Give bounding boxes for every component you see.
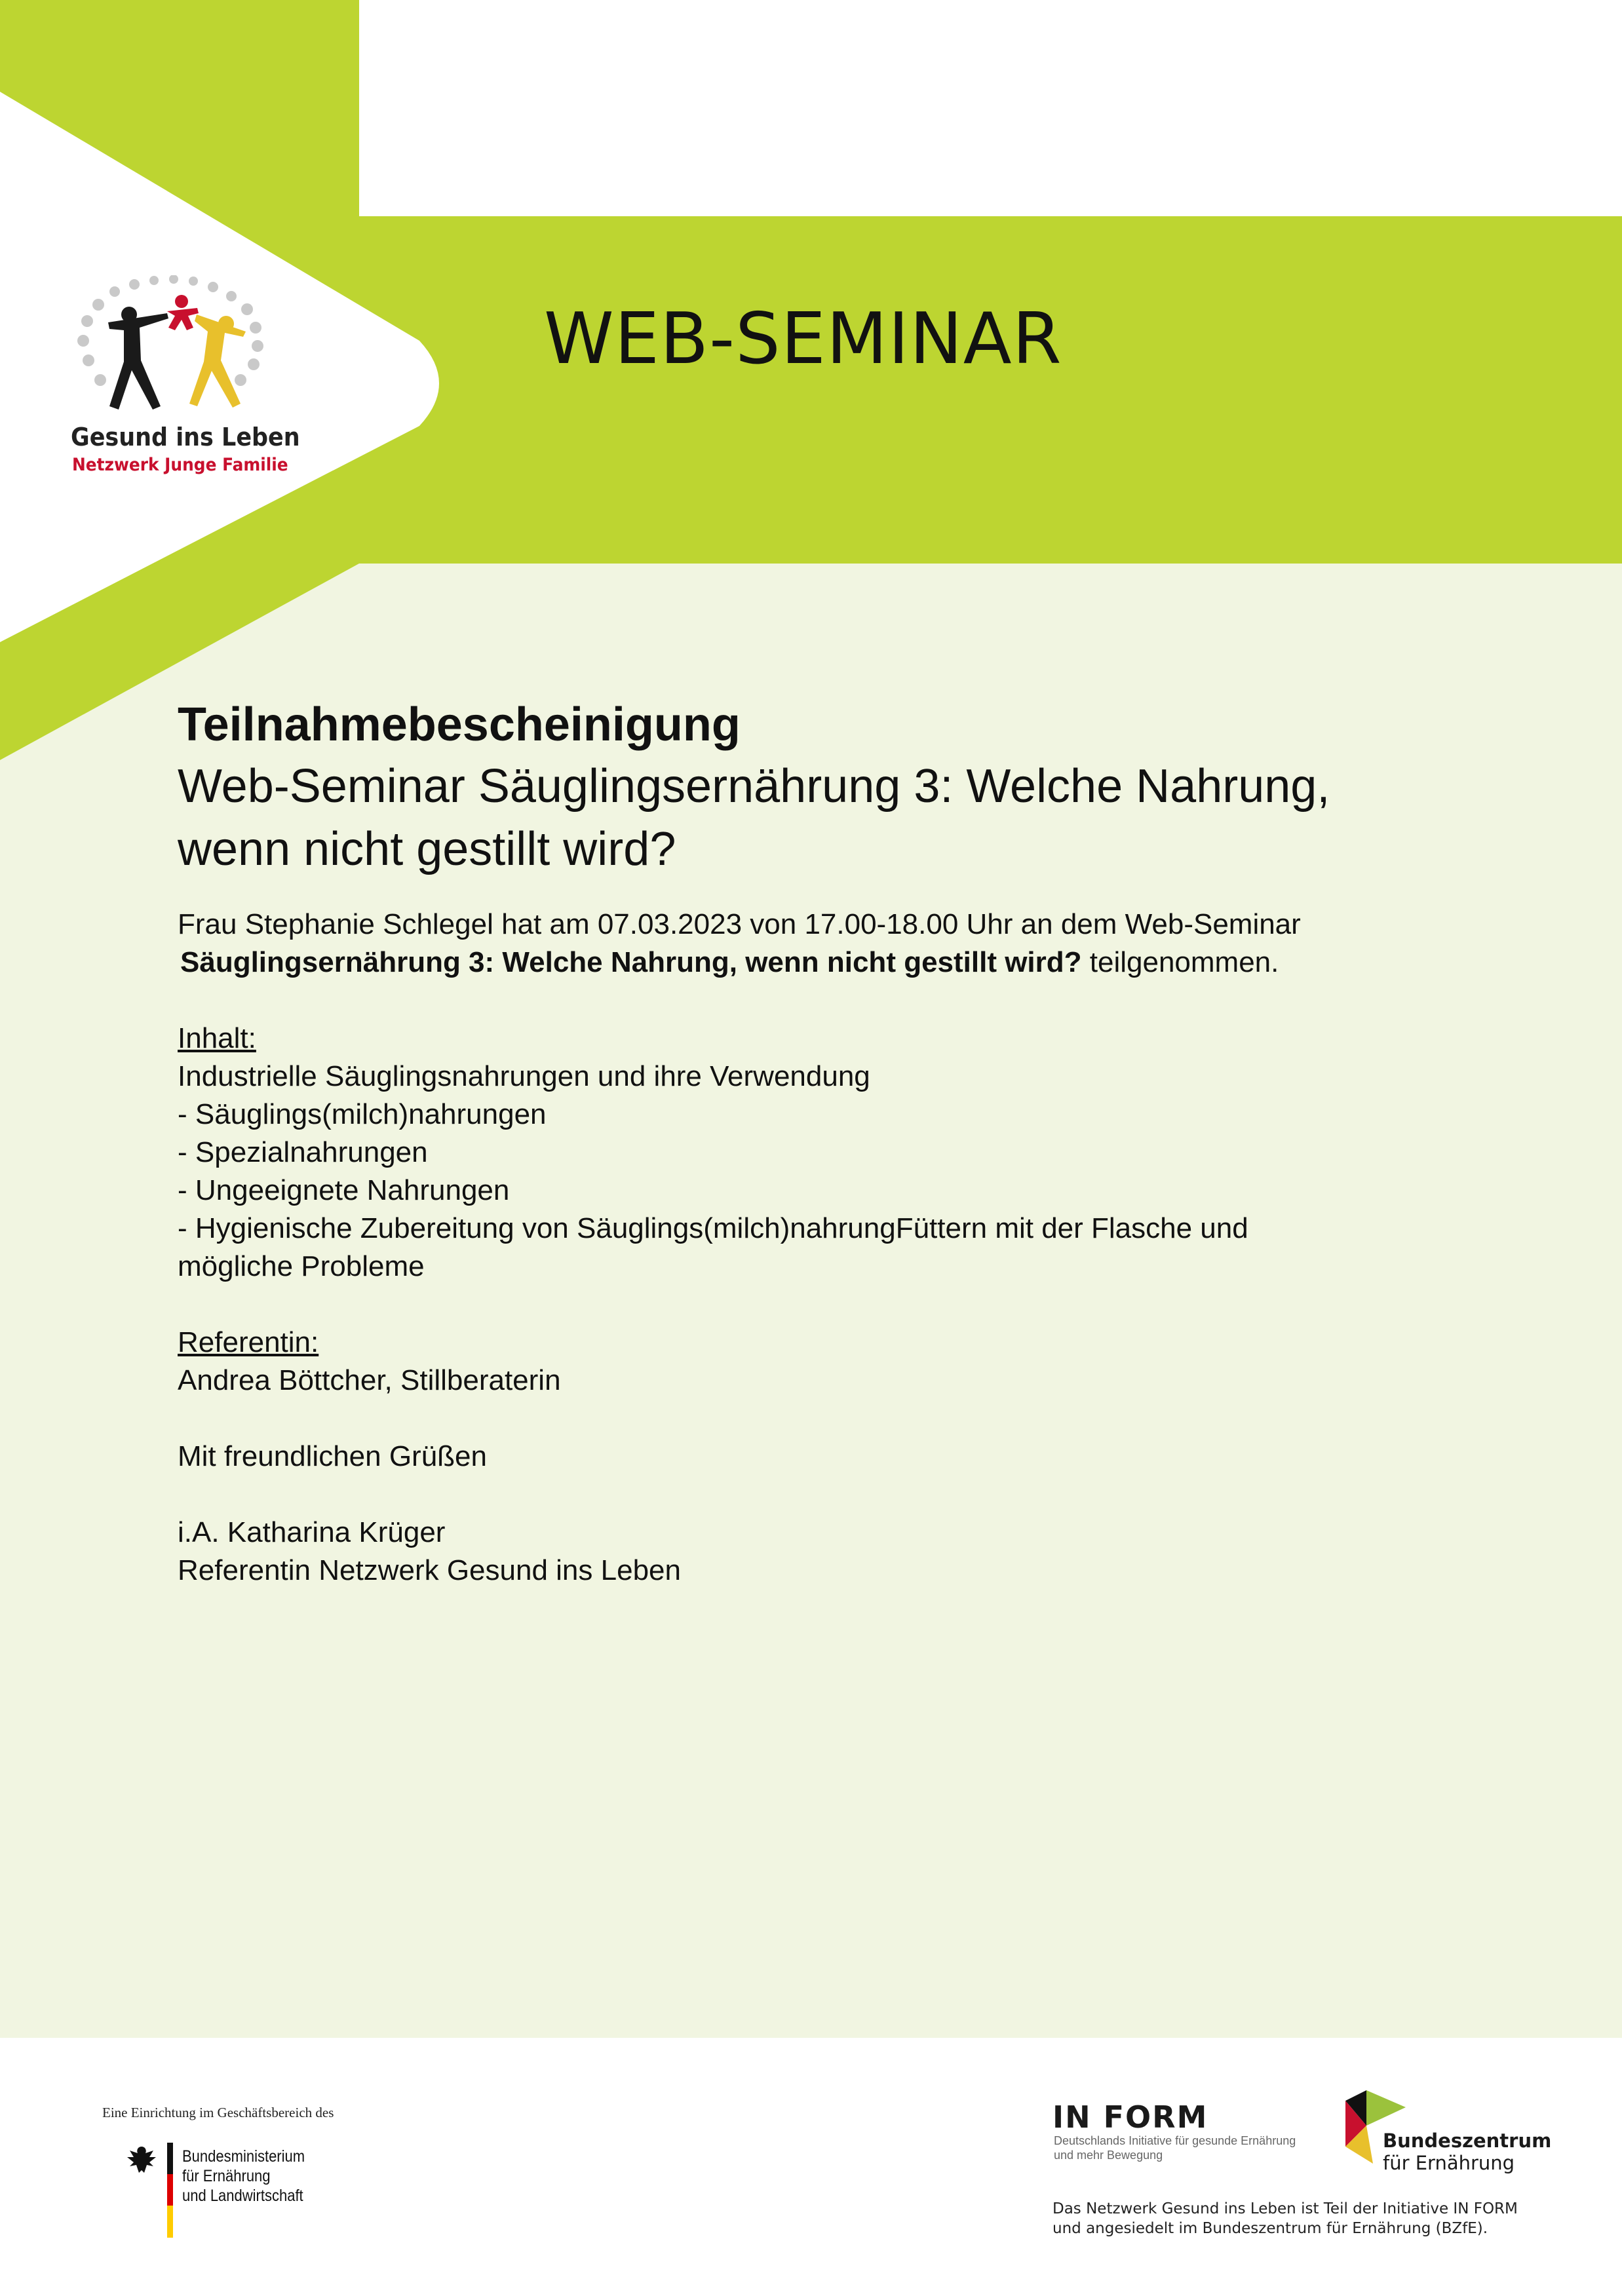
certificate-heading: Teilnahmebescheinigung — [178, 698, 741, 751]
certificate-body — [178, 695, 1488, 1590]
ministry-line: für Ernährung — [182, 2167, 271, 2185]
content-item: mögliche Probleme — [178, 1250, 425, 1282]
content-label: Inhalt: — [178, 1022, 256, 1054]
certificate-subtitle-line-1: Web-Seminar Säuglingsernährung 3: Welche Nahrung, — [178, 760, 1330, 813]
inform-tagline-line: und mehr Bewegung — [1054, 2149, 1163, 2162]
speaker-name: Andrea Böttcher, Stillberaterin — [178, 1364, 561, 1396]
inform-logo: IN FORM — [1052, 2099, 1208, 2135]
banner-title: WEB-SEMINAR — [544, 298, 1062, 380]
ministry-line: Bundesministerium — [182, 2147, 305, 2166]
seminar-title-bold: Säuglingsernährung 3: Welche Nahrung, wenn nicht gestillt wird? — [180, 946, 1082, 978]
content-item: Industrielle Säuglingsnahrungen und ihre Verwendung — [178, 1060, 870, 1092]
content-item: - Hygienische Zubereitung von Säuglings(milch)nahrungFüttern mit der Flasche und — [178, 1212, 1248, 1244]
bzfe-line: Bundeszentrum — [1383, 2130, 1552, 2152]
intro-line-2 — [178, 944, 1488, 982]
network-note-line: Das Netzwerk Gesund ins Leben ist Teil der Initiative IN FORM — [1052, 2200, 1518, 2217]
intro-line-1: Frau Stephanie Schlegel hat am 07.03.2023 von 17.00-18.00 Uhr an dem Web-Seminar — [178, 908, 1301, 940]
signer-role: Referentin Netzwerk Gesund ins Leben — [178, 1554, 681, 1586]
inform-tagline-line: Deutschlands Initiative für gesunde Ernährung — [1054, 2134, 1296, 2147]
logo-title: Gesund ins Leben — [71, 423, 300, 451]
content-item: - Ungeeignete Nahrungen — [178, 1174, 510, 1206]
ministry-name — [182, 2147, 305, 2206]
logo-subtitle: Netzwerk Junge Familie — [72, 455, 288, 475]
gesund-ins-leben-logo-icon — [69, 275, 285, 419]
intro-line-2-rest: teilgenommen. — [1081, 946, 1279, 978]
bzfe-name — [1383, 2130, 1551, 2174]
inform-tagline — [1054, 2133, 1296, 2162]
german-flag-stripe — [167, 2143, 173, 2238]
signer-name: i.A. Katharina Krüger — [178, 1516, 446, 1548]
content-item: - Spezialnahrungen — [178, 1136, 428, 1168]
bzfe-line: für Ernährung — [1383, 2152, 1515, 2174]
closing-greeting: Mit freundlichen Grüßen — [178, 1440, 487, 1472]
network-note-line: und angesiedelt im Bundeszentrum für Ernährung (BZfE). — [1052, 2220, 1488, 2237]
speaker-label: Referentin: — [178, 1326, 319, 1358]
content-item: - Säuglings(milch)nahrungen — [178, 1098, 547, 1130]
federal-eagle-icon — [125, 2144, 159, 2178]
network-note — [1052, 2199, 1518, 2238]
ministry-intro: Eine Einrichtung im Geschäftsbereich des — [102, 2105, 334, 2120]
ministry-line: und Landwirtschaft — [182, 2187, 303, 2205]
certificate-subtitle-line-2: wenn nicht gestillt wird? — [178, 823, 676, 875]
